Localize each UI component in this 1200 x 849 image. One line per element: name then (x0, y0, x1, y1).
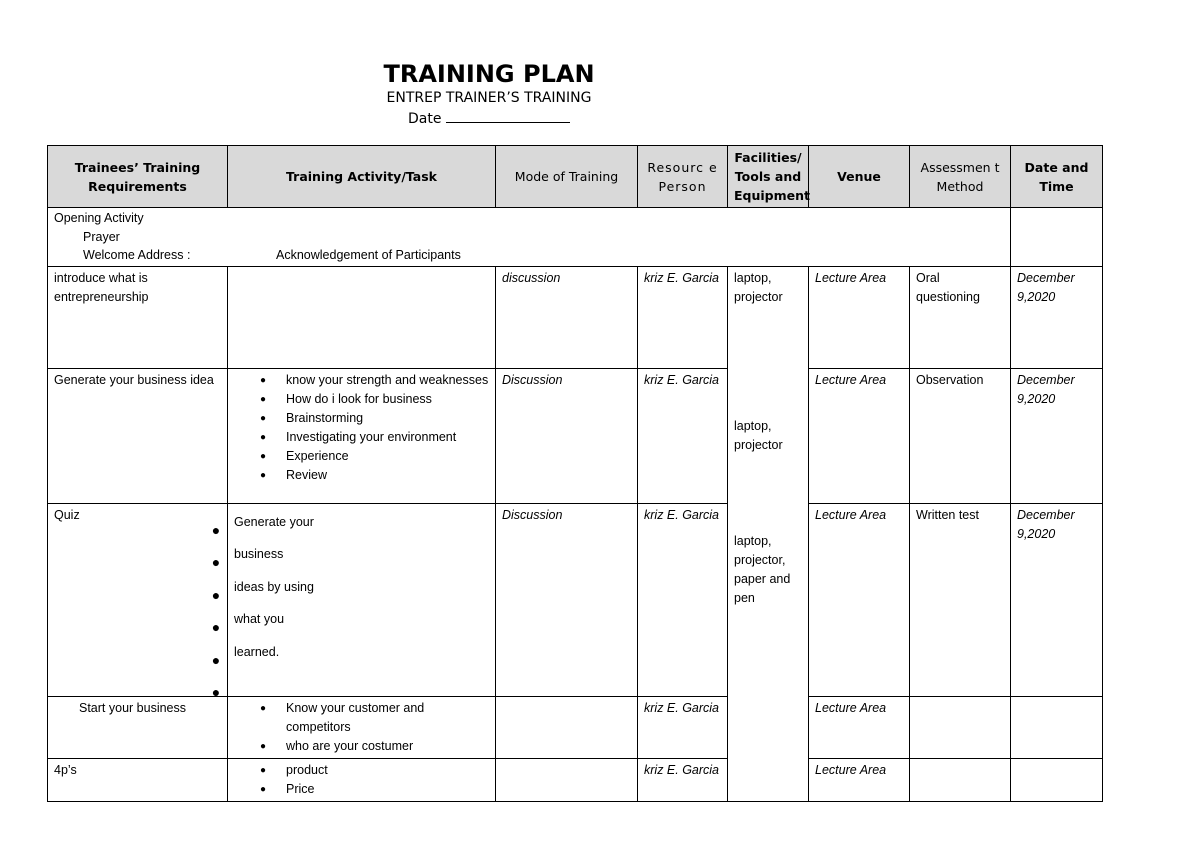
list-item: ● How do i look for business (286, 390, 489, 409)
opening-cell (48, 208, 1011, 267)
facilities-cell: laptop, projector (728, 266, 809, 368)
opening-welcome: Welcome Address : (83, 248, 191, 262)
table-row (48, 696, 1103, 758)
table-row (48, 503, 1103, 696)
requirement-cell: Start your business (48, 696, 228, 758)
requirement-cell: Generate your business idea (48, 368, 228, 503)
mode-cell: Discussion (496, 368, 638, 503)
col-header-facilities: Facilities/ Tools and Equipment (728, 146, 809, 208)
activity-cell (228, 368, 496, 503)
list-item: ● product (286, 761, 489, 780)
date-cell: December 9,2020 (1011, 266, 1103, 368)
table-row (48, 368, 1103, 503)
mode-cell: discussion (496, 266, 638, 368)
col-header-venue: Venue (809, 146, 910, 208)
table-row (48, 758, 1103, 801)
list-item: ● know your strength and weaknesses (286, 371, 489, 390)
list-item: what you (234, 612, 285, 626)
activity-lines (234, 506, 489, 669)
person-cell: kriz E. Garcia (638, 696, 728, 758)
person-cell: kriz E. Garcia (638, 758, 728, 801)
opening-prayer: Prayer (83, 229, 120, 244)
venue-cell: Lecture Area (809, 758, 910, 801)
training-plan-table (47, 145, 1103, 802)
activity-list (234, 699, 489, 756)
activity-list (234, 761, 489, 799)
bullet-icon: ● (211, 651, 221, 668)
col-header-resource-person: Resourc e Person (638, 146, 728, 208)
requirement-text: Quiz (54, 507, 80, 522)
activity-cell (228, 503, 496, 696)
date-cell (1011, 696, 1103, 758)
list-item: ● Review (286, 466, 489, 485)
bullet-icon: ● (211, 521, 221, 538)
list-item: ● Investigating your environment (286, 428, 489, 447)
col-header-activity: Training Activity/Task (228, 146, 496, 208)
document-title: TRAINING PLAN (383, 60, 595, 88)
activity-list (234, 371, 489, 485)
facilities-cell: laptop, projector (728, 368, 809, 503)
assessment-cell (910, 696, 1011, 758)
mode-cell: Discussion (496, 503, 638, 696)
venue-cell: Lecture Area (809, 266, 910, 368)
assessment-cell: Observation (910, 368, 1011, 503)
opening-welcome-line (54, 246, 1004, 265)
list-item: business (234, 547, 284, 561)
list-item: learned. (234, 644, 280, 659)
facilities-cell: laptop, projector, paper and pen (728, 503, 809, 696)
person-cell: kriz E. Garcia (638, 266, 728, 368)
list-item: ● Brainstorming (286, 409, 489, 428)
venue-cell: Lecture Area (809, 503, 910, 696)
mode-cell (496, 696, 638, 758)
col-header-mode: Mode of Training (496, 146, 638, 208)
opening-title: Opening Activity (54, 211, 144, 225)
date-blank (446, 109, 570, 123)
opening-row (48, 208, 1103, 267)
list-item: ● who are your costumer (286, 737, 489, 756)
date-cell: December 9,2020 (1011, 368, 1103, 503)
venue-cell: Lecture Area (809, 696, 910, 758)
col-header-requirements: Trainees’ Training Requirements (48, 146, 228, 208)
person-cell: kriz E. Garcia (638, 368, 728, 503)
assessment-cell: Written test (910, 503, 1011, 696)
venue-cell: Lecture Area (809, 368, 910, 503)
date-line (0, 109, 978, 127)
bullet-icon: ● (211, 554, 221, 570)
opening-date-cell (1011, 208, 1103, 267)
assessment-cell (910, 758, 1011, 801)
mode-cell (496, 758, 638, 801)
date-cell: December 9,2020 (1011, 503, 1103, 696)
facilities-cell (728, 696, 809, 758)
date-cell (1011, 758, 1103, 801)
opening-acknowledgement: Acknowledgement of Participants (276, 248, 461, 262)
bullet-column (209, 514, 223, 709)
table-row (48, 266, 1103, 368)
list-item: ● Price (286, 780, 489, 799)
requirement-cell (48, 503, 228, 700)
col-header-date: Date and Time (1011, 146, 1103, 208)
assessment-cell: Oral questioning (910, 266, 1011, 368)
col-header-assessment: Assessmen t Method (910, 146, 1011, 208)
list-item: ideas by using (234, 579, 314, 594)
list-item: ● Know your customer and competitors (286, 699, 489, 737)
date-label: Date (408, 111, 442, 127)
list-item: ● Experience (286, 447, 489, 466)
activity-cell (228, 266, 496, 368)
bullet-icon: ● (211, 586, 221, 603)
person-cell: kriz E. Garcia (638, 503, 728, 696)
document-subtitle: ENTREP TRAINER’S TRAINING (386, 90, 592, 106)
facilities-cell (728, 758, 809, 801)
bullet-icon: ● (211, 684, 221, 700)
bullet-icon: ● (211, 619, 221, 635)
requirement-cell: 4p’s (48, 758, 228, 801)
activity-cell (228, 696, 496, 758)
list-item: Generate your (234, 514, 314, 529)
header-row (48, 146, 1103, 208)
requirement-cell: introduce what is entrepreneurship (48, 266, 228, 368)
activity-cell (228, 758, 496, 801)
